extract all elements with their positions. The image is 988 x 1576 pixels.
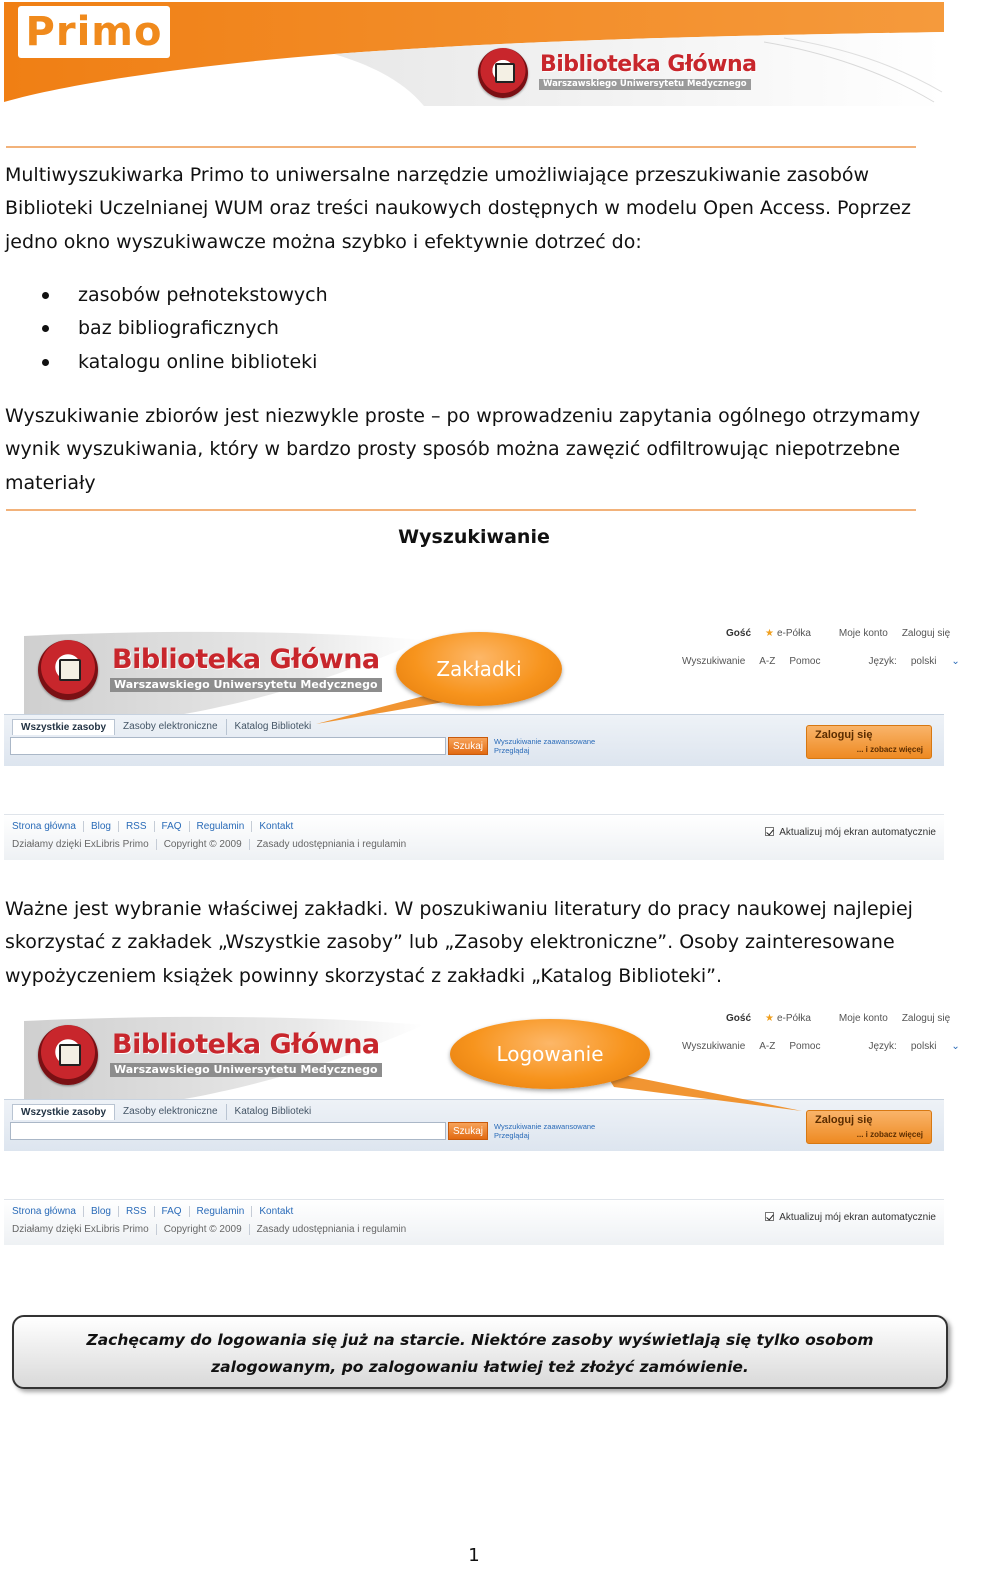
az-link[interactable]: A-Z [759, 656, 776, 667]
login-link[interactable]: Zaloguj się [901, 1013, 951, 1024]
footer-link-rss[interactable]: RSS [126, 1206, 155, 1217]
login-link[interactable]: Zaloguj się [901, 628, 951, 639]
my-account-link[interactable]: Moje konto [838, 628, 888, 639]
footer-link-blog[interactable]: Blog [91, 821, 119, 832]
feature-list [40, 279, 328, 379]
bullet-icon [42, 359, 49, 366]
footer-note: Działamy dzięki ExLibris Primo Copyright © 2009 Zasady udostępniania i regulamin [12, 839, 420, 850]
footer-links [12, 1206, 307, 1217]
footer-link-faq[interactable]: FAQ [162, 821, 190, 832]
advanced-search-link[interactable]: Wyszukiwanie zaawansowane [494, 1122, 596, 1131]
terms-link[interactable]: Zasady udostępniania i regulamin [256, 839, 407, 850]
eshelf-link[interactable]: ★ e-Półka [765, 1013, 811, 1024]
bullet-icon [42, 325, 49, 332]
auto-refresh-toggle[interactable]: Aktualizuj mój ekran automatycznie [765, 1212, 936, 1223]
footer-note: Działamy dzięki ExLibris Primo Copyright © 2009 Zasady udostępniania i regulamin [12, 1224, 420, 1235]
tab-all-resources[interactable]: Wszystkie zasoby [12, 719, 115, 735]
login-button-sub: ... i zobacz więcej [856, 1130, 923, 1139]
footer-link-home[interactable]: Strona główna [12, 821, 84, 832]
language-label: Język: [868, 1041, 897, 1052]
login-button-label: Zaloguj się [815, 729, 873, 741]
my-account-link[interactable]: Moje konto [838, 1013, 888, 1024]
library-title: Biblioteka Główna [112, 644, 380, 675]
terms-link[interactable]: Zasady udostępniania i regulamin [256, 1224, 407, 1235]
primo-logo: Primo [18, 6, 170, 58]
footer-link-rules[interactable]: Regulamin [197, 1206, 253, 1217]
library-title: Biblioteka Główna [540, 52, 757, 77]
divider [6, 509, 916, 511]
tab-e-resources[interactable]: Zasoby elektroniczne [115, 719, 227, 735]
browse-link[interactable]: Przeglądaj [494, 1131, 530, 1140]
guest-label: Gość [726, 1013, 752, 1024]
footer-link-rss[interactable]: RSS [126, 821, 155, 832]
footer-link-contact[interactable]: Kontakt [259, 821, 294, 832]
section-title: Wyszukiwanie [398, 526, 550, 548]
tab-e-resources[interactable]: Zasoby elektroniczne [115, 1104, 227, 1120]
search-link[interactable]: Wyszukiwanie [682, 656, 746, 667]
intro-paragraph: Multiwyszukiwarka Primo to uniwersalne narzędzie umożliwiające przeszukiwanie zasobów Biblioteki Uczelnianej WUM oraz treści naukowych dostępnych w modelu Open Access. Poprzez jedno okno wyszukiwawcze można szybko i efektywnie dotrzeć do: [5, 164, 911, 253]
star-icon: ★ [765, 1013, 774, 1024]
login-button-label: Zaloguj się [815, 1114, 873, 1126]
chevron-down-icon: ⌄ [951, 1041, 960, 1052]
footer-link-blog[interactable]: Blog [91, 1206, 119, 1217]
list-item: katalogu online biblioteki [40, 346, 328, 379]
tab-library-catalog[interactable]: Katalog Biblioteki [234, 721, 312, 732]
page-number: 1 [468, 1545, 480, 1566]
search-button[interactable]: Szukaj [448, 737, 488, 755]
language-label: Język: [868, 656, 897, 667]
header-banner [4, 2, 944, 106]
language-select[interactable]: polski ⌄ [910, 656, 960, 667]
tab-all-resources[interactable]: Wszystkie zasoby [12, 1104, 115, 1120]
star-icon: ★ [765, 628, 774, 639]
chevron-down-icon: ⌄ [951, 656, 960, 667]
library-subtitle: Warszawskiego Uniwersytetu Medycznego [539, 79, 751, 90]
list-item: zasobów pełnotekstowych [40, 279, 328, 312]
primo-screenshot-tabs [4, 626, 960, 866]
list-item: baz bibliograficznych [40, 312, 328, 345]
language-select[interactable]: polski ⌄ [910, 1041, 960, 1052]
callout-login: Logowanie [450, 1019, 650, 1089]
login-note-box: Zachęcamy do logowania się już na starcie. Niektóre zasoby wyświetlają się tylko osobom zalogowanym, po zalogowaniu łatwiej też złożyć zamówienie. [12, 1315, 948, 1389]
library-title: Biblioteka Główna [112, 1029, 380, 1060]
login-button-sub: ... i zobacz więcej [856, 745, 923, 754]
footer-link-contact[interactable]: Kontakt [259, 1206, 294, 1217]
search-button[interactable]: Szukaj [448, 1122, 488, 1140]
eshelf-link[interactable]: ★ e-Półka [765, 628, 811, 639]
footer-link-home[interactable]: Strona główna [12, 1206, 84, 1217]
divider [6, 146, 916, 148]
footer-link-rules[interactable]: Regulamin [197, 821, 253, 832]
az-link[interactable]: A-Z [759, 1041, 776, 1052]
guest-label: Gość [726, 628, 752, 639]
library-subtitle: Warszawskiego Uniwersytetu Medycznego [110, 1063, 382, 1077]
primo-footer [4, 814, 944, 860]
browse-link[interactable]: Przeglądaj [494, 746, 530, 755]
footer-link-faq[interactable]: FAQ [162, 1206, 190, 1217]
search-link[interactable]: Wyszukiwanie [682, 1041, 746, 1052]
tabs-paragraph: Ważne jest wybranie właściwej zakładki. W poszukiwaniu literatury do pracy naukowej najlepiej skorzystać z zakładek „Wszystkie zasoby” lub „Zasoby elektroniczne”. Osoby zainteresowane wypożyczeniem książek powinny skorzystać z zakładki „Katalog Biblioteki”. [5, 898, 913, 987]
advanced-search-link[interactable]: Wyszukiwanie zaawansowane [494, 737, 596, 746]
library-subtitle: Warszawskiego Uniwersytetu Medycznego [110, 678, 382, 692]
footer-links [12, 821, 307, 832]
bullet-icon [42, 292, 49, 299]
library-crest-icon [478, 48, 528, 98]
help-link[interactable]: Pomoc [789, 1041, 821, 1052]
primo-footer [4, 1199, 944, 1245]
auto-refresh-toggle[interactable]: Aktualizuj mój ekran automatycznie [765, 827, 936, 838]
primo-screenshot-login [4, 1011, 960, 1251]
checkbox-icon[interactable] [765, 1212, 774, 1221]
tab-library-catalog[interactable]: Katalog Biblioteki [234, 1106, 312, 1117]
search-paragraph: Wyszukiwanie zbiorów jest niezwykle proste – po wprowadzeniu zapytania ogólnego otrzymamy wynik wyszukiwania, który w bardzo prosty sposób można zawęzić odfiltrowując niepotrzebne materiały [5, 405, 921, 494]
callout-tabs: Zakładki [396, 632, 562, 706]
checkbox-icon[interactable] [765, 827, 774, 836]
help-link[interactable]: Pomoc [789, 656, 821, 667]
